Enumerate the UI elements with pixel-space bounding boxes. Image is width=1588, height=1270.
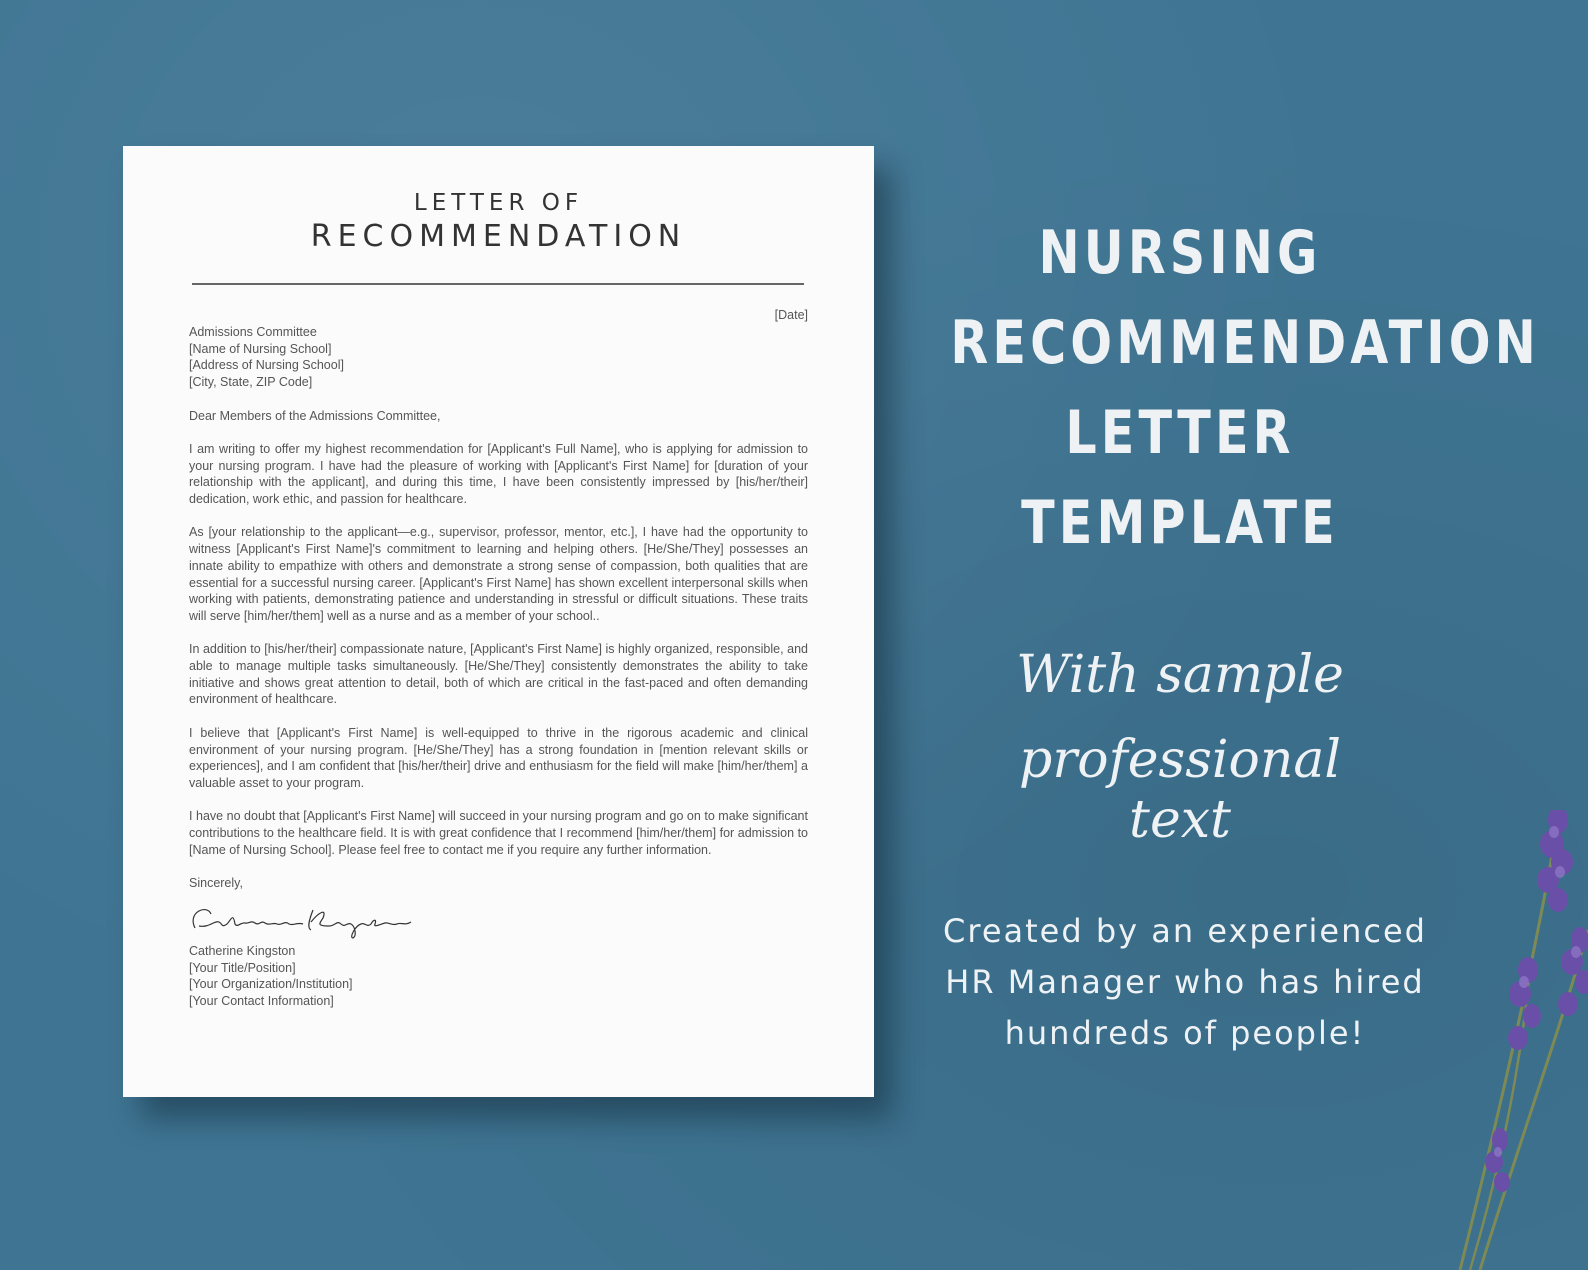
tagline-line: hundreds of people! <box>1004 1014 1366 1052</box>
letter-paragraph: I believe that [Applicant's First Name] is well-equipped to thrive in the rigorous academic and clinical environment of your nursing program. [He/She/They] has a strong foundation in [mention relevant skills or experiences], and I am confident that [his/her/their] drive and enthusiasm for the field will make [him/her/them] a valuable asset to your program. <box>189 725 808 790</box>
address-line: [Address of Nursing School] <box>189 358 344 373</box>
headline-line: TEMPLATE <box>1021 488 1339 558</box>
headline-line: LETTER <box>1065 398 1295 468</box>
letter-title-line1: LETTER OF <box>413 190 584 216</box>
address-line: Admissions Committee <box>189 325 317 339</box>
letter-paragraph: In addition to [his/her/their] compassionate nature, [Applicant's First Name] is highly organized, responsible, and able to manage multiple tasks simultaneously. [He/She/They] consistently demonstrates the ability to take initiative and shows great attention to detail, both of which are critical in the fast-paced and often demanding environment of healthcare. <box>189 642 808 707</box>
letter-date: [Date] <box>774 308 808 322</box>
script-line: With sample <box>1016 645 1344 705</box>
letter-title-line2: RECOMMENDATION <box>310 219 687 254</box>
headline-line: NURSING <box>1038 218 1322 288</box>
tagline-line: Created by an experienced <box>943 912 1427 950</box>
address-line: [City, State, ZIP Code] <box>189 375 313 390</box>
salutation: Dear Members of the Admissions Committee, <box>189 408 441 423</box>
signer-line: [Your Contact Information] <box>189 994 334 1009</box>
lavender-sprig-decoration-icon <box>1440 810 1588 1270</box>
letter-paragraph: As [your relationship to the applicant—e.g., supervisor, professor, mentor, etc.], I have had the opportunity to witness [Applicant's First Name]'s commitment to learning and helping others. [He/She/They] possesses an innate ability to empathize with others and demonstrate a strong sense of compassion, both qualities that are essential for a successful nursing career. [Applicant's First Name] has shown excellent interpersonal skills when working with patients, demonstrating patience and understanding in stressful or difficult situations. These traits will serve [him/her/them] well as a nurse and as a member of your school.. <box>189 525 808 623</box>
script-line: professional text <box>1019 730 1341 850</box>
tagline <box>895 906 1475 1059</box>
letter-paragraph: I am writing to offer my highest recommendation for [Applicant's Full Name], who is applying for admission to your nursing program. I have had the pleasure of working with [Applicant's First Name] for [duration of your relationship with the applicant], and during this time, I have been consistently impressed by [his/her/their] dedication, work ethic, and passion for healthcare. <box>189 441 808 506</box>
signer-block <box>189 943 353 1010</box>
title-divider <box>192 283 804 285</box>
headline-line: RECOMMENDATION <box>950 308 1540 378</box>
signer-line: [Your Title/Position] <box>189 960 296 975</box>
signer-line: Catherine Kingston <box>189 944 296 958</box>
tagline-line: HR Manager who has hired <box>945 963 1425 1001</box>
letter-paragraph: I have no doubt that [Applicant's First Name] will succeed in your nursing program and go on to make significant contributions to the healthcare field. It is with great confidence that I recommend [him/her/them] for admission to [Name of Nursing School]. Please feel free to contact me if you require any further information. <box>189 809 808 857</box>
letter-page <box>123 146 874 1097</box>
address-line: [Name of Nursing School] <box>189 341 332 356</box>
closing: Sincerely, <box>189 876 243 891</box>
signature-image <box>185 898 425 940</box>
signer-line: [Your Organization/Institution] <box>189 977 353 992</box>
letter-body <box>189 324 808 908</box>
